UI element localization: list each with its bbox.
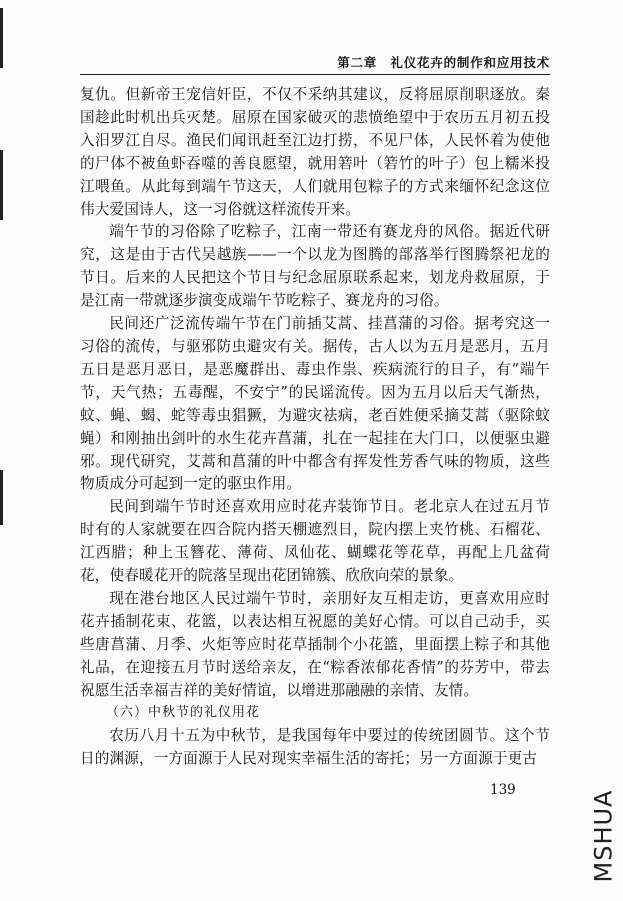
paragraph: 民间还广泛流传端午节在门前插艾蒿、挂菖蒲的习俗。据考究这一习俗的流传，与驱邪防虫避灾有关。据传，古人以为五月是恶月，五月五日是恶月恶日，是恶魔群出、毒虫作祟、疾病流行的日子，有“端午节，天气热；五毒醒，不安宁”的民谣流传。因为五月以后天气渐热，蚊、蝇、蝎、蛇等毒虫猖獗，为避灾祛病，老百姓便采摘艾蒿（驱除蚊蝇）和刚抽出剑叶的水生花卉菖蒲，扎在一起挂在大门口，以便驱虫避邪。现代研究，艾蒿和菖蒲的叶中都含有挥发性芳香气味的物质，这些物质成分可起到一定的驱虫作用。	[80, 315, 550, 493]
paragraph: 端午节的习俗除了吃粽子，江南一带还有赛龙舟的风俗。据近代研究，这是由于古代吴越族——一个以龙为图腾的部落举行图腾祭祀龙的节日。后来的人民把这个节日与纪念屈原联系起来，划龙舟救屈原，于是江南一带就逐步演变成端午节吃粽子、赛龙舟的习俗。	[80, 223, 550, 310]
scan-edge-mark	[0, 8, 3, 68]
scan-edge-mark	[0, 150, 3, 220]
paragraph: 农历八月十五为中秋节，是我国每年中要过的传统团圆节。这个节日的渊源，一方面源于人民对现实幸福生活的寄托；另一方面源于更古	[80, 727, 550, 768]
running-header	[80, 50, 550, 75]
paragraph: 民间到端午节时还喜欢用应时花卉装饰节日。老北京人在过五月节时有的人家就要在四合院内搭天棚遮烈日，院内摆上夹竹桃、石榴花、江西腊；种上玉簪花、薄荷、凤仙花、蝴蝶花等花草，再配上几盆荷花，使春暖花开的院落呈现出花团锦簇、欣欣向荣的景象。	[80, 498, 550, 585]
watermark-text: MSHUA	[589, 789, 618, 883]
page-number: 139	[490, 782, 516, 798]
chapter-title: 第二章 礼仪花卉的制作和应用技术	[337, 55, 550, 70]
watermark	[588, 786, 618, 886]
paragraph-continued: 复仇。但新帝王宠信奸臣，不仅不采纳其建议，反将屈原削职逐放。秦国趁此时机出兵灭楚。屈原在国家破灭的悲愤绝望中于农历五月初五投入汨罗江自尽。渔民们闻讯赶至江边打捞，不见尸体，人民怀着为使他的尸体不被鱼虾吞噬的善良愿望，就用箬叶（箬竹的叶子）包上糯米投江喂鱼。从此每到端午节这天，人们就用包粽子的方式来缅怀纪念这位伟大爱国诗人，这一习俗就这样流传开来。	[80, 86, 550, 218]
page-body	[80, 84, 550, 771]
section-heading: （六）中秋节的礼仪用花	[106, 705, 261, 721]
scan-edge-mark	[0, 470, 3, 525]
paragraph: 现在港台地区人民过端午节时，亲朋好友互相走访，更喜欢用应时花卉插制花束、花篮，以表达相互祝愿的美好心情。可以自己动手，买些唐菖蒲、月季、火炬等应时花草插制个小花篮，里面摆上粽子和其他礼品，在迎接五月节时送给亲友，在“粽香浓郁花香情”的芬芳中，带去祝愿生活幸福吉祥的美好情谊，以增进那融融的亲情、友情。	[80, 589, 550, 699]
